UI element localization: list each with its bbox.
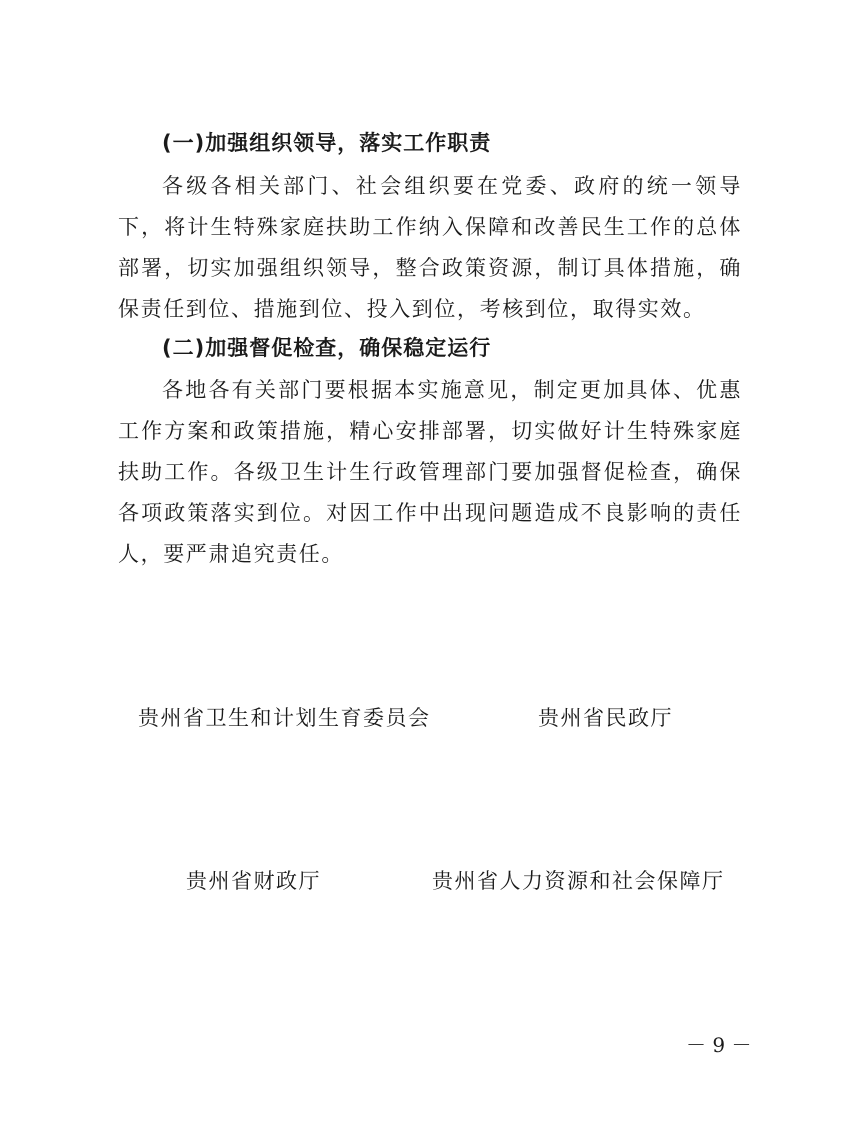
section-body-2: 各地各有关部门要根据本实施意见，制定更加具体、优惠工作方案和政策措施，精心安排部署，切实做好计生特殊家庭扶助工作。各级卫生计生行政管理部门要加强督促检查，确保各项政策落实到位。对因工作中出现问题造成不良影响的责任人，要严肃追究责任。 [118,378,742,566]
signatory-civil-affairs: 贵州省民政厅 [538,706,673,730]
signatory-finance: 贵州省财政厅 [186,869,321,893]
signatory-health-commission: 贵州省卫生和计划生育委员会 [138,706,431,730]
section-heading-2: (二)加强督促检查，确保稳定运行 [162,336,492,360]
page-number: － 9 － [686,1033,752,1057]
signatory-human-resources: 贵州省人力资源和社会保障厅 [432,869,725,893]
section-heading-1: (一)加强组织领导，落实工作职责 [162,131,492,155]
section-body-1: 各级各相关部门、社会组织要在党委、政府的统一领导下，将计生特殊家庭扶助工作纳入保障和改善民生工作的总体部署，切实加强组织领导，整合政策资源，制订具体措施，确保责任到位、措施到位、投入到位，考核到位，取得实效。 [118,174,742,321]
